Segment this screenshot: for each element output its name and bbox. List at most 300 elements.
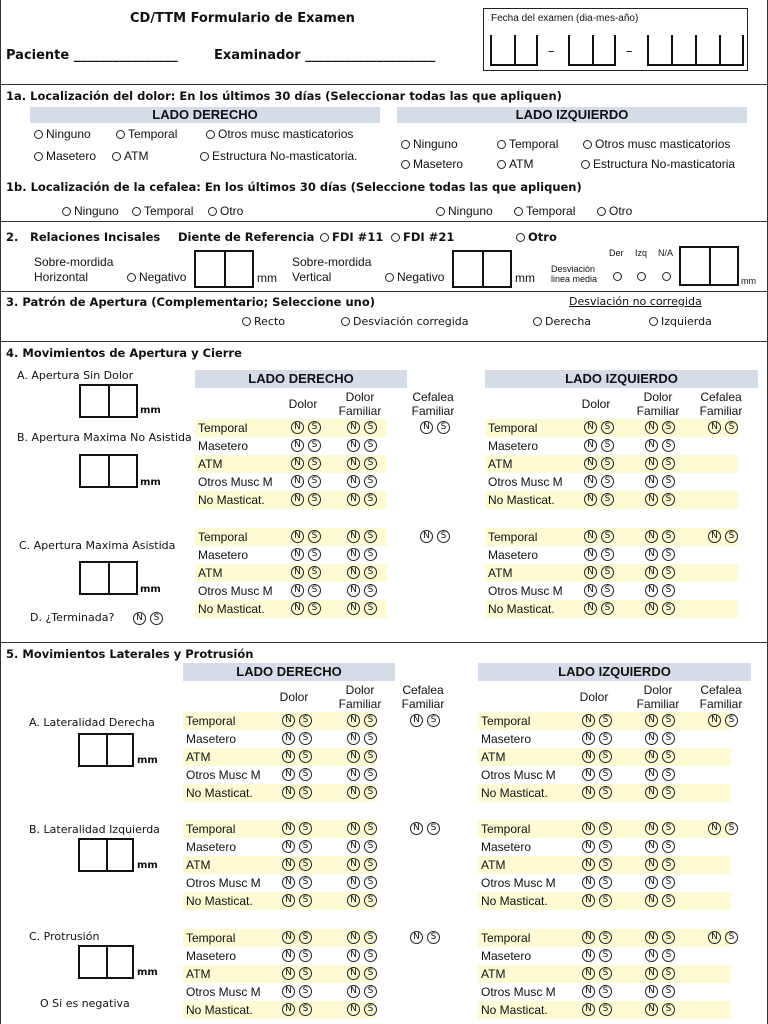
s3-recto[interactable] <box>242 315 285 328</box>
s1a-l-masetero[interactable] <box>401 157 463 171</box>
n-radio[interactable]: N <box>291 548 304 561</box>
n-radio[interactable]: N <box>347 566 360 579</box>
n-radio[interactable]: N <box>410 714 423 727</box>
s-radio[interactable]: S <box>299 985 312 998</box>
s-radio[interactable]: S <box>599 714 612 727</box>
ns-dolor[interactable] <box>582 985 616 998</box>
s-radio[interactable]: S <box>599 876 612 889</box>
n-radio[interactable]: N <box>645 439 658 452</box>
ns-dolor-familiar[interactable] <box>347 949 381 962</box>
n-radio[interactable]: N <box>584 602 597 615</box>
ns-dolor[interactable] <box>291 421 325 434</box>
s-radio[interactable]: S <box>299 714 312 727</box>
s-radio[interactable]: S <box>725 714 738 727</box>
paciente-field[interactable]: Paciente ________________ <box>6 48 178 63</box>
ns-cefalea[interactable] <box>410 714 444 727</box>
n-radio[interactable]: N <box>708 822 721 835</box>
examinador-field[interactable]: Examinador ____________________ <box>214 48 436 63</box>
n-radio[interactable]: N <box>282 786 295 799</box>
n-radio[interactable]: N <box>645 985 658 998</box>
n-radio[interactable]: N <box>347 822 360 835</box>
n-radio[interactable]: N <box>584 421 597 434</box>
s1a-r-ninguno[interactable] <box>34 127 91 141</box>
s-radio[interactable]: S <box>662 584 675 597</box>
ns-dolor[interactable] <box>282 840 316 853</box>
ns-dolor[interactable] <box>291 530 325 543</box>
n-radio[interactable]: N <box>347 894 360 907</box>
n-radio[interactable]: N <box>282 894 295 907</box>
ns-dolor[interactable] <box>582 768 616 781</box>
ns-dolor[interactable] <box>291 493 325 506</box>
s-radio[interactable]: S <box>299 858 312 871</box>
ns-dolor[interactable] <box>282 876 316 889</box>
s-radio[interactable]: S <box>364 714 377 727</box>
ns-dolor[interactable] <box>282 931 316 944</box>
n-radio[interactable]: N <box>347 876 360 889</box>
ns-cefalea[interactable] <box>420 530 454 543</box>
n-radio[interactable]: N <box>708 714 721 727</box>
n-radio[interactable]: N <box>282 876 295 889</box>
s-radio[interactable]: S <box>662 786 675 799</box>
s-radio[interactable]: S <box>308 475 321 488</box>
s-radio[interactable]: S <box>308 548 321 561</box>
ns-dolor-familiar[interactable] <box>645 439 679 452</box>
s-radio[interactable]: S <box>308 439 321 452</box>
n-radio[interactable]: N <box>582 1003 595 1016</box>
ns-dolor[interactable] <box>282 750 316 763</box>
s-radio[interactable]: S <box>599 858 612 871</box>
s-radio[interactable]: S <box>599 786 612 799</box>
s-radio[interactable]: S <box>299 876 312 889</box>
s-radio[interactable]: S <box>364 894 377 907</box>
ns-dolor[interactable] <box>584 584 618 597</box>
s-radio[interactable]: S <box>662 876 675 889</box>
s-radio[interactable]: S <box>364 840 377 853</box>
s-radio[interactable]: S <box>299 894 312 907</box>
s-radio[interactable]: S <box>308 584 321 597</box>
ns-cefalea[interactable] <box>420 421 454 434</box>
n-radio[interactable]: N <box>645 493 658 506</box>
n-radio[interactable]: N <box>645 421 658 434</box>
n-radio[interactable]: N <box>347 768 360 781</box>
n-radio[interactable]: N <box>282 985 295 998</box>
ns-dolor[interactable] <box>584 457 618 470</box>
ns-dolor[interactable] <box>582 714 616 727</box>
s-radio[interactable]: S <box>601 439 614 452</box>
s-radio[interactable]: S <box>299 967 312 980</box>
s2-v-negativo[interactable] <box>385 270 444 284</box>
s-radio[interactable]: S <box>299 840 312 853</box>
s-radio[interactable]: S <box>364 732 377 745</box>
ns-dolor[interactable] <box>291 475 325 488</box>
n-radio[interactable]: N <box>347 931 360 944</box>
s4-a-mm-box[interactable] <box>79 384 138 418</box>
n-radio[interactable]: N <box>645 931 658 944</box>
ns-dolor[interactable] <box>584 548 618 561</box>
ns-dolor[interactable] <box>582 786 616 799</box>
ns-dolor[interactable] <box>584 439 618 452</box>
s1a-r-estructura[interactable] <box>200 149 357 163</box>
s-radio[interactable]: S <box>299 768 312 781</box>
n-radio[interactable]: N <box>645 894 658 907</box>
s5-si-negativa[interactable]: O Si es negativa <box>40 997 130 1010</box>
n-radio[interactable]: N <box>282 768 295 781</box>
s-radio[interactable]: S <box>299 949 312 962</box>
s-radio[interactable]: S <box>299 931 312 944</box>
ns-dolor[interactable] <box>282 894 316 907</box>
ns-dolor-familiar[interactable] <box>347 1003 381 1016</box>
n-radio[interactable]: N <box>645 768 658 781</box>
s2-v-mm-box[interactable] <box>452 250 512 288</box>
s-radio[interactable]: S <box>599 750 612 763</box>
s1a-l-ninguno[interactable] <box>401 137 458 151</box>
n-radio[interactable]: N <box>645 457 658 470</box>
s-radio[interactable]: S <box>599 894 612 907</box>
ns-dolor-familiar[interactable] <box>645 584 679 597</box>
n-radio[interactable]: N <box>347 548 360 561</box>
s-radio[interactable]: S <box>725 931 738 944</box>
n-radio[interactable]: N <box>645 858 658 871</box>
s-radio[interactable]: S <box>364 949 377 962</box>
s-radio[interactable]: S <box>662 439 675 452</box>
ns-dolor[interactable] <box>584 566 618 579</box>
n-radio[interactable]: N <box>645 967 658 980</box>
n-radio[interactable]: N <box>347 858 360 871</box>
ns-dolor-familiar[interactable] <box>645 931 679 944</box>
s5-c-mm-box[interactable] <box>78 945 134 979</box>
n-radio[interactable]: N <box>347 602 360 615</box>
s-radio[interactable]: S <box>601 493 614 506</box>
s-radio[interactable]: S <box>725 530 738 543</box>
n-radio[interactable]: N <box>645 949 658 962</box>
ns-dolor[interactable] <box>584 493 618 506</box>
s-radio[interactable]: S <box>364 475 377 488</box>
s1a-r-atm[interactable] <box>112 149 148 163</box>
s-radio[interactable]: S <box>299 750 312 763</box>
s-radio[interactable]: S <box>364 421 377 434</box>
n-radio[interactable]: N <box>582 786 595 799</box>
s2-fdi21[interactable] <box>391 230 454 244</box>
s2-der-radio[interactable] <box>613 270 625 283</box>
fecha-day-box[interactable] <box>490 35 538 66</box>
s-radio[interactable]: S <box>599 768 612 781</box>
s3-derecha[interactable] <box>533 315 591 328</box>
ns-dolor-familiar[interactable] <box>347 732 381 745</box>
s-radio[interactable]: S <box>601 602 614 615</box>
ns-dolor-familiar[interactable] <box>645 1003 679 1016</box>
s-radio[interactable]: S <box>662 732 675 745</box>
s-radio[interactable]: S <box>662 985 675 998</box>
ns-dolor[interactable] <box>291 584 325 597</box>
n-radio[interactable]: N <box>291 566 304 579</box>
ns-dolor-familiar[interactable] <box>347 602 381 615</box>
n-radio[interactable]: N <box>708 421 721 434</box>
n-radio[interactable]: N <box>291 457 304 470</box>
n-radio[interactable]: N <box>645 1003 658 1016</box>
n-radio[interactable]: N <box>582 894 595 907</box>
s-radio[interactable]: S <box>662 457 675 470</box>
s1a-l-estructura[interactable] <box>581 157 735 171</box>
s-radio[interactable]: S <box>662 530 675 543</box>
s-radio[interactable]: S <box>601 457 614 470</box>
ns-dolor[interactable] <box>282 1003 316 1016</box>
ns-dolor-familiar[interactable] <box>645 714 679 727</box>
s-radio[interactable]: S <box>599 949 612 962</box>
s-radio[interactable]: S <box>364 967 377 980</box>
s2-fdi11[interactable] <box>320 230 383 244</box>
n-radio[interactable]: N <box>133 612 146 625</box>
n-radio[interactable]: N <box>291 530 304 543</box>
s-radio[interactable]: S <box>364 750 377 763</box>
ns-dolor-familiar[interactable] <box>645 602 679 615</box>
ns-dolor[interactable] <box>582 876 616 889</box>
s-radio[interactable]: S <box>662 566 675 579</box>
n-radio[interactable]: N <box>347 732 360 745</box>
ns-dolor-familiar[interactable] <box>645 858 679 871</box>
n-radio[interactable]: N <box>582 985 595 998</box>
s-radio[interactable]: S <box>364 457 377 470</box>
ns-dolor[interactable] <box>291 457 325 470</box>
ns-dolor[interactable] <box>291 548 325 561</box>
s-radio[interactable]: S <box>299 732 312 745</box>
s-radio[interactable]: S <box>308 602 321 615</box>
ns-cefalea[interactable] <box>708 714 742 727</box>
n-radio[interactable]: N <box>645 475 658 488</box>
n-radio[interactable]: N <box>645 530 658 543</box>
s-radio[interactable]: S <box>599 840 612 853</box>
ns-dolor[interactable] <box>582 1003 616 1016</box>
ns-dolor[interactable] <box>582 822 616 835</box>
s2-desv-mm-box[interactable] <box>679 246 739 286</box>
ns-dolor[interactable] <box>282 822 316 835</box>
n-radio[interactable]: N <box>582 967 595 980</box>
s-radio[interactable]: S <box>437 421 450 434</box>
fecha-month-box[interactable] <box>568 35 616 66</box>
ns-dolor-familiar[interactable] <box>347 530 381 543</box>
s1b-l-otro[interactable] <box>597 204 632 218</box>
s-radio[interactable]: S <box>601 475 614 488</box>
s-radio[interactable]: S <box>308 457 321 470</box>
ns-dolor[interactable] <box>282 967 316 980</box>
s-radio[interactable]: S <box>364 931 377 944</box>
s-radio[interactable]: S <box>299 786 312 799</box>
ns-dolor-familiar[interactable] <box>645 822 679 835</box>
n-radio[interactable]: N <box>582 714 595 727</box>
n-radio[interactable]: N <box>347 530 360 543</box>
n-radio[interactable]: N <box>347 714 360 727</box>
s-radio[interactable]: S <box>364 858 377 871</box>
ns-cefalea[interactable] <box>410 822 444 835</box>
n-radio[interactable]: N <box>582 949 595 962</box>
s-radio[interactable]: S <box>662 822 675 835</box>
s4-d-ns[interactable] <box>133 612 167 625</box>
n-radio[interactable]: N <box>582 858 595 871</box>
n-radio[interactable]: N <box>645 840 658 853</box>
n-radio[interactable]: N <box>347 985 360 998</box>
s5-b-mm-box[interactable] <box>78 838 134 872</box>
s-radio[interactable]: S <box>364 439 377 452</box>
ns-dolor[interactable] <box>282 786 316 799</box>
n-radio[interactable]: N <box>582 750 595 763</box>
n-radio[interactable]: N <box>291 584 304 597</box>
n-radio[interactable]: N <box>582 822 595 835</box>
s-radio[interactable]: S <box>599 967 612 980</box>
ns-dolor-familiar[interactable] <box>645 949 679 962</box>
s-radio[interactable]: S <box>601 566 614 579</box>
ns-dolor-familiar[interactable] <box>645 967 679 980</box>
ns-dolor-familiar[interactable] <box>347 768 381 781</box>
ns-dolor-familiar[interactable] <box>645 530 679 543</box>
s-radio[interactable]: S <box>364 822 377 835</box>
s-radio[interactable]: S <box>662 493 675 506</box>
ns-dolor[interactable] <box>282 714 316 727</box>
ns-dolor[interactable] <box>282 768 316 781</box>
n-radio[interactable]: N <box>282 967 295 980</box>
n-radio[interactable]: N <box>582 732 595 745</box>
ns-dolor[interactable] <box>291 566 325 579</box>
ns-cefalea[interactable] <box>708 822 742 835</box>
ns-dolor[interactable] <box>584 475 618 488</box>
n-radio[interactable]: N <box>291 439 304 452</box>
s-radio[interactable]: S <box>662 858 675 871</box>
ns-dolor[interactable] <box>282 732 316 745</box>
ns-dolor-familiar[interactable] <box>347 457 381 470</box>
ns-dolor[interactable] <box>282 949 316 962</box>
s-radio[interactable]: S <box>599 732 612 745</box>
ns-dolor-familiar[interactable] <box>347 840 381 853</box>
ns-dolor-familiar[interactable] <box>347 931 381 944</box>
n-radio[interactable]: N <box>708 931 721 944</box>
ns-dolor-familiar[interactable] <box>347 786 381 799</box>
ns-dolor-familiar[interactable] <box>645 566 679 579</box>
s-radio[interactable]: S <box>599 822 612 835</box>
n-radio[interactable]: N <box>420 421 433 434</box>
ns-dolor-familiar[interactable] <box>645 786 679 799</box>
n-radio[interactable]: N <box>645 786 658 799</box>
n-radio[interactable]: N <box>584 566 597 579</box>
s-radio[interactable]: S <box>601 421 614 434</box>
n-radio[interactable]: N <box>291 421 304 434</box>
n-radio[interactable]: N <box>347 1003 360 1016</box>
ns-dolor[interactable] <box>291 602 325 615</box>
ns-dolor-familiar[interactable] <box>347 876 381 889</box>
ns-dolor-familiar[interactable] <box>347 548 381 561</box>
ns-dolor-familiar[interactable] <box>347 566 381 579</box>
ns-dolor-familiar[interactable] <box>347 493 381 506</box>
n-radio[interactable]: N <box>347 840 360 853</box>
ns-cefalea[interactable] <box>708 530 742 543</box>
s1b-r-otro[interactable] <box>208 204 243 218</box>
n-radio[interactable]: N <box>582 931 595 944</box>
ns-dolor[interactable] <box>584 602 618 615</box>
s-radio[interactable]: S <box>364 493 377 506</box>
ns-dolor-familiar[interactable] <box>645 493 679 506</box>
s1b-r-ninguno[interactable] <box>62 204 119 218</box>
n-radio[interactable]: N <box>584 475 597 488</box>
n-radio[interactable]: N <box>282 1003 295 1016</box>
s4-c-mm-box[interactable] <box>79 561 138 595</box>
s3-desv-corregida[interactable] <box>341 315 469 328</box>
n-radio[interactable]: N <box>347 949 360 962</box>
s-radio[interactable]: S <box>662 894 675 907</box>
s2-h-negativo[interactable] <box>127 270 186 284</box>
n-radio[interactable]: N <box>645 876 658 889</box>
n-radio[interactable]: N <box>347 475 360 488</box>
s-radio[interactable]: S <box>364 768 377 781</box>
n-radio[interactable]: N <box>410 931 423 944</box>
ns-dolor-familiar[interactable] <box>645 876 679 889</box>
ns-dolor-familiar[interactable] <box>645 421 679 434</box>
n-radio[interactable]: N <box>282 732 295 745</box>
ns-dolor[interactable] <box>584 421 618 434</box>
ns-cefalea[interactable] <box>708 931 742 944</box>
n-radio[interactable]: N <box>347 750 360 763</box>
s-radio[interactable]: S <box>437 530 450 543</box>
s-radio[interactable]: S <box>662 840 675 853</box>
n-radio[interactable]: N <box>347 584 360 597</box>
n-radio[interactable]: N <box>347 457 360 470</box>
n-radio[interactable]: N <box>645 714 658 727</box>
s-radio[interactable]: S <box>662 421 675 434</box>
ns-dolor-familiar[interactable] <box>645 894 679 907</box>
n-radio[interactable]: N <box>645 566 658 579</box>
s-radio[interactable]: S <box>308 530 321 543</box>
ns-dolor-familiar[interactable] <box>645 548 679 561</box>
n-radio[interactable]: N <box>282 750 295 763</box>
n-radio[interactable]: N <box>347 493 360 506</box>
ns-dolor-familiar[interactable] <box>347 421 381 434</box>
n-radio[interactable]: N <box>347 439 360 452</box>
n-radio[interactable]: N <box>282 714 295 727</box>
ns-dolor-familiar[interactable] <box>645 475 679 488</box>
s-radio[interactable]: S <box>662 714 675 727</box>
s-radio[interactable]: S <box>662 949 675 962</box>
ns-dolor[interactable] <box>582 894 616 907</box>
ns-dolor-familiar[interactable] <box>347 822 381 835</box>
s-radio[interactable]: S <box>601 548 614 561</box>
ns-dolor[interactable] <box>582 750 616 763</box>
s-radio[interactable]: S <box>308 493 321 506</box>
s1a-r-otros[interactable] <box>206 127 353 141</box>
ns-dolor-familiar[interactable] <box>347 714 381 727</box>
s-radio[interactable]: S <box>364 548 377 561</box>
ns-dolor-familiar[interactable] <box>347 439 381 452</box>
n-radio[interactable]: N <box>282 949 295 962</box>
ns-dolor[interactable] <box>582 858 616 871</box>
n-radio[interactable]: N <box>584 548 597 561</box>
s-radio[interactable]: S <box>662 1003 675 1016</box>
n-radio[interactable]: N <box>291 493 304 506</box>
s-radio[interactable]: S <box>308 421 321 434</box>
n-radio[interactable]: N <box>584 493 597 506</box>
s-radio[interactable]: S <box>364 985 377 998</box>
ns-dolor-familiar[interactable] <box>347 475 381 488</box>
n-radio[interactable]: N <box>347 967 360 980</box>
s-radio[interactable]: S <box>601 584 614 597</box>
n-radio[interactable]: N <box>645 822 658 835</box>
n-radio[interactable]: N <box>584 439 597 452</box>
s-radio[interactable]: S <box>364 602 377 615</box>
s-radio[interactable]: S <box>662 475 675 488</box>
n-radio[interactable]: N <box>291 602 304 615</box>
s-radio[interactable]: S <box>599 931 612 944</box>
ns-dolor-familiar[interactable] <box>645 985 679 998</box>
n-radio[interactable]: N <box>282 858 295 871</box>
n-radio[interactable]: N <box>410 822 423 835</box>
n-radio[interactable]: N <box>582 876 595 889</box>
n-radio[interactable]: N <box>584 584 597 597</box>
s-radio[interactable]: S <box>364 584 377 597</box>
